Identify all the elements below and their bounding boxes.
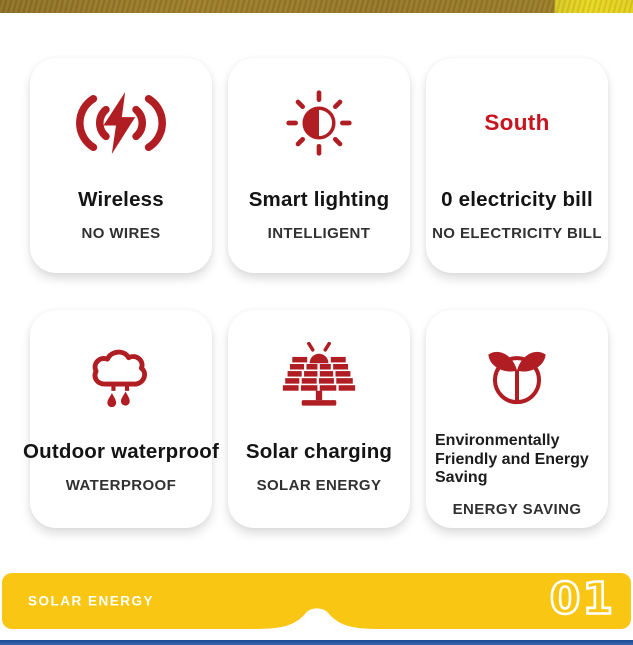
card-outdoor-waterproof [22, 310, 220, 528]
half-sun-icon [284, 88, 354, 158]
wireless-signal-icon [75, 92, 167, 154]
card-solar-charging [228, 310, 410, 528]
south-label: South [484, 110, 550, 135]
card-subtitle: WATERPROOF [65, 477, 177, 494]
card-title: Smart lighting [248, 188, 390, 211]
feature-card-grid [22, 58, 608, 528]
card-title: Outdoor waterproof [22, 440, 220, 463]
card-subtitle: SOLAR ENERGY [256, 477, 382, 494]
card-wireless [30, 58, 212, 273]
banner-bump-shape [252, 603, 382, 629]
section-banner [2, 573, 631, 629]
section-number: 01 [549, 573, 615, 625]
rain-cloud-icon [87, 343, 155, 407]
card-zero-electricity-bill [426, 58, 608, 273]
card-title: 0 electricity bill [441, 188, 593, 211]
footer-blue-strip [0, 640, 633, 645]
top-gold-texture-strip [0, 0, 633, 13]
card-subtitle: NO WIRES [81, 225, 161, 242]
card-subtitle: ENERGY SAVING [452, 500, 582, 518]
card-smart-lighting [228, 58, 410, 273]
banner-title: SOLAR ENERGY [28, 593, 155, 609]
card-energy-saving [426, 310, 608, 528]
card-subtitle: NO ELECTRICITY BILL [432, 225, 602, 242]
card-title: Environmentally Friendly and Energy Saving [435, 432, 589, 486]
card-title: Wireless [78, 188, 164, 211]
solar-panel-icon [281, 342, 357, 408]
card-subtitle: INTELLIGENT [267, 225, 371, 242]
eco-plant-icon [484, 342, 550, 408]
card-title: Solar charging [245, 440, 393, 463]
